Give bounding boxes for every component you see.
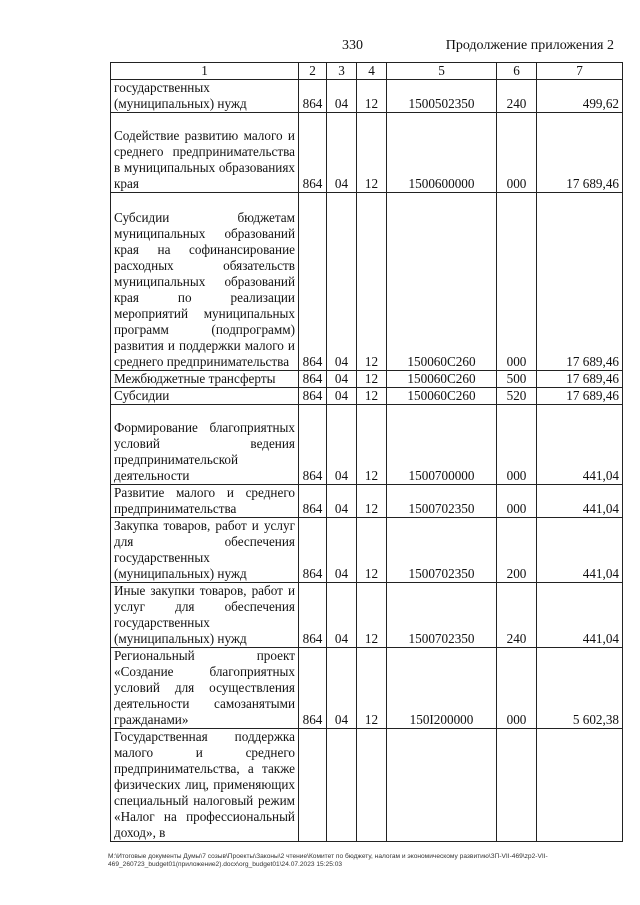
amount-cell: 17 689,46 (537, 193, 623, 371)
col4-cell: 12 (357, 113, 387, 193)
table-row (111, 729, 623, 842)
table-row (111, 193, 623, 371)
column-header: 6 (497, 63, 537, 80)
col2-cell (299, 729, 327, 842)
col3-cell: 04 (327, 388, 357, 405)
column-header: 4 (357, 63, 387, 80)
budget-table (110, 62, 623, 842)
row-name-cell: Закупка товаров, работ и услуг для обеспечения государственных (муниципальных) нужд (111, 518, 299, 583)
col2-cell: 864 (299, 648, 327, 729)
col4-cell: 12 (357, 518, 387, 583)
col4-cell: 12 (357, 371, 387, 388)
col2-cell: 864 (299, 388, 327, 405)
table-row (111, 405, 623, 485)
col6-cell (497, 729, 537, 842)
col5-cell: 1500600000 (387, 113, 497, 193)
row-name-cell: Межбюджетные трансферты (111, 371, 299, 388)
row-name-cell: Развитие малого и среднего предпринимательства (111, 485, 299, 518)
page-number: 330 (342, 38, 363, 53)
col4-cell (357, 729, 387, 842)
col5-cell: 150060С260 (387, 388, 497, 405)
amount-cell: 17 689,46 (537, 113, 623, 193)
row-name-cell: Субсидии (111, 388, 299, 405)
col2-cell: 864 (299, 113, 327, 193)
col6-cell: 520 (497, 388, 537, 405)
col2-cell: 864 (299, 583, 327, 648)
column-header: 1 (111, 63, 299, 80)
col3-cell (327, 729, 357, 842)
col6-cell: 240 (497, 583, 537, 648)
col2-cell: 864 (299, 371, 327, 388)
row-name-cell: Иные закупки товаров, работ и услуг для обеспечения государственных (муниципальных) нужд (111, 583, 299, 648)
col4-cell: 12 (357, 388, 387, 405)
amount-cell: 441,04 (537, 583, 623, 648)
col2-cell: 864 (299, 80, 327, 113)
col5-cell: 1500700000 (387, 405, 497, 485)
col6-cell: 000 (497, 485, 537, 518)
amount-cell: 441,04 (537, 405, 623, 485)
table-row (111, 485, 623, 518)
amount-cell: 17 689,46 (537, 371, 623, 388)
row-name-cell: Субсидии бюджетам муниципальных образований края на софинансирование расходных обязательств муниципальных образований края по реализации мероприятий муниципальных программ (подпрограмм) развития и поддержки малого и среднего предпринимательства (111, 193, 299, 371)
row-name-cell: Государственная поддержка малого и среднего предпринимательства, а также физических лиц, применяющих специальный налоговый режим «Налог на профессиональный доход», в (111, 729, 299, 842)
document-path-footer: М:\Итоговые документы Думы\7 созыв\Проекты\Законы\2 чтение\Комитет по бюджету, налогам и экономическому развитию\ЗП-VII-469\zp2-VII-469_260723_budget01(приложение2).docx\org_budget01\24.07.2023 15:25:03 (108, 853, 548, 868)
column-header: 7 (537, 63, 623, 80)
continuation-label: Продолжение приложения 2 (445, 38, 614, 53)
col6-cell: 000 (497, 113, 537, 193)
table-row (111, 518, 623, 583)
col6-cell: 000 (497, 648, 537, 729)
amount-cell: 441,04 (537, 518, 623, 583)
col4-cell: 12 (357, 193, 387, 371)
col3-cell: 04 (327, 485, 357, 518)
table-row (111, 80, 623, 113)
col6-cell: 000 (497, 405, 537, 485)
amount-cell: 441,04 (537, 485, 623, 518)
row-name-cell: Региональный проект «Создание благоприятных условий для осуществления деятельности самозанятыми гражданами» (111, 648, 299, 729)
col2-cell: 864 (299, 405, 327, 485)
col6-cell: 000 (497, 193, 537, 371)
col4-cell: 12 (357, 485, 387, 518)
row-name-cell: Содействие развитию малого и среднего предпринимательства в муниципальных образованиях края (111, 113, 299, 193)
col3-cell: 04 (327, 113, 357, 193)
col3-cell: 04 (327, 405, 357, 485)
col5-cell: 1500702350 (387, 583, 497, 648)
col5-cell (387, 729, 497, 842)
column-header: 3 (327, 63, 357, 80)
amount-cell: 17 689,46 (537, 388, 623, 405)
table-row (111, 113, 623, 193)
col3-cell: 04 (327, 193, 357, 371)
row-name-cell: Формирование благоприятных условий ведения предпринимательской деятельности (111, 405, 299, 485)
amount-cell (537, 729, 623, 842)
col5-cell: 150060С260 (387, 371, 497, 388)
col5-cell: 1500502350 (387, 80, 497, 113)
col4-cell: 12 (357, 80, 387, 113)
amount-cell: 5 602,38 (537, 648, 623, 729)
col6-cell: 500 (497, 371, 537, 388)
table-row (111, 648, 623, 729)
col5-cell: 1500702350 (387, 518, 497, 583)
table-row (111, 371, 623, 388)
amount-cell: 499,62 (537, 80, 623, 113)
table-header-row (111, 63, 623, 80)
col3-cell: 04 (327, 648, 357, 729)
col4-cell: 12 (357, 583, 387, 648)
col3-cell: 04 (327, 80, 357, 113)
col5-cell: 1500702350 (387, 485, 497, 518)
col5-cell: 150060С260 (387, 193, 497, 371)
col2-cell: 864 (299, 485, 327, 518)
col6-cell: 200 (497, 518, 537, 583)
col3-cell: 04 (327, 371, 357, 388)
col3-cell: 04 (327, 518, 357, 583)
column-header: 2 (299, 63, 327, 80)
table-row (111, 583, 623, 648)
row-name-cell: государственных (муниципальных) нужд (111, 80, 299, 113)
col2-cell: 864 (299, 518, 327, 583)
col4-cell: 12 (357, 648, 387, 729)
col3-cell: 04 (327, 583, 357, 648)
col6-cell: 240 (497, 80, 537, 113)
col2-cell: 864 (299, 193, 327, 371)
col4-cell: 12 (357, 405, 387, 485)
column-header: 5 (387, 63, 497, 80)
col5-cell: 150I200000 (387, 648, 497, 729)
table-row (111, 388, 623, 405)
